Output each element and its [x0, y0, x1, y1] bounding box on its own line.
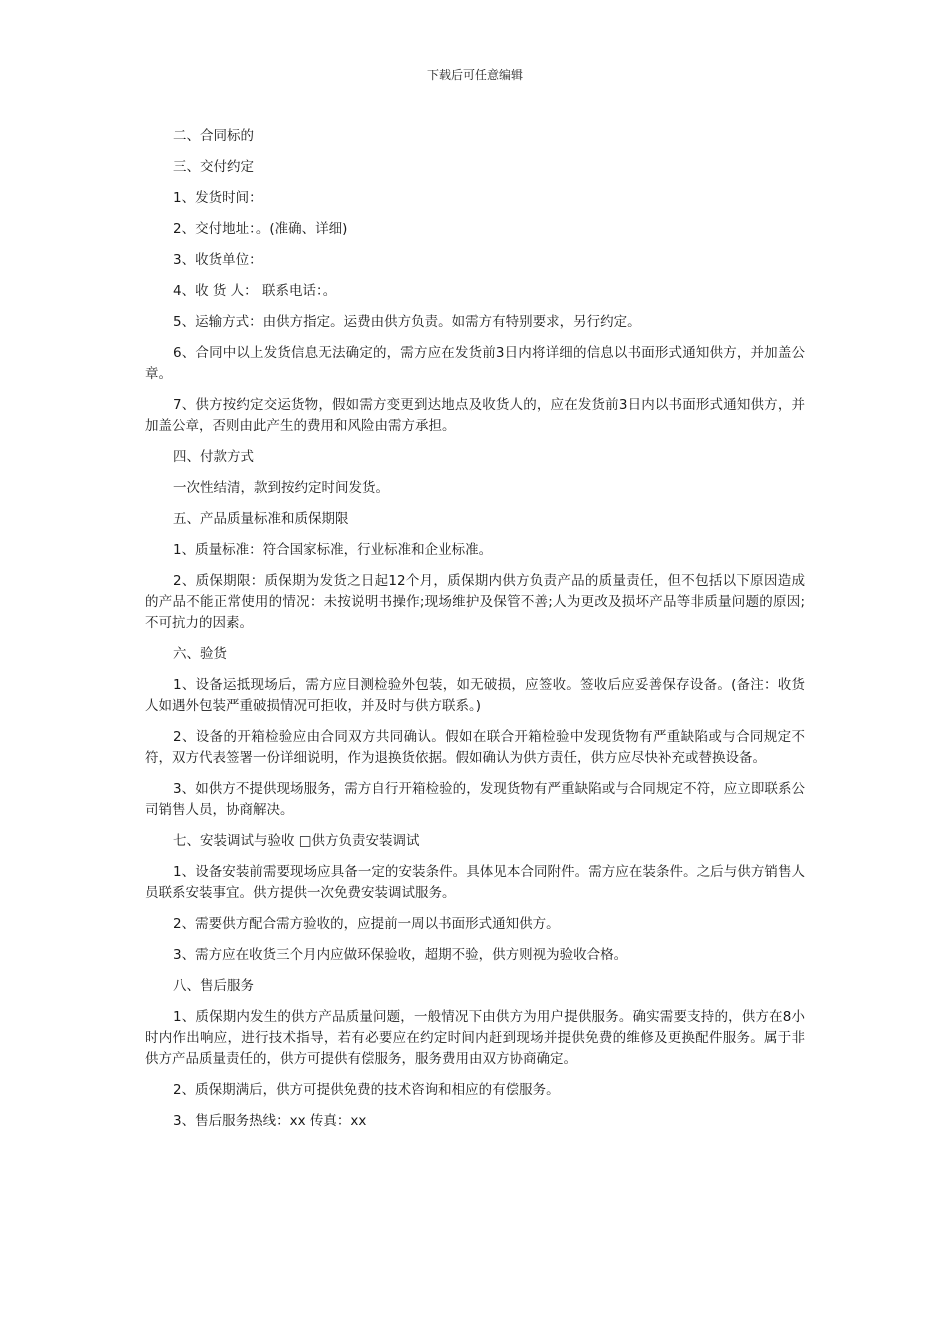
- warranty-period-clause: 2、质保期限：质保期为发货之日起12个月，质保期内供方负责产品的质量责任，但不包括以下原因造成的产品不能正常使用的情况：未按说明书操作;现场维护及保管不善;人为更改及损坏产品等非质量问题的原因;不可抗力的因素。: [145, 573, 805, 631]
- section-heading-subject: 二、合同标的: [173, 128, 254, 144]
- installation-clause-1: 1、设备安装前需要现场应具备一定的安装条件。具体见本合同附件。需方应在装条件。之后与供方销售人员联系安装事宜。供方提供一次免费安装调试服务。: [145, 864, 805, 901]
- delivery-time-line: 1、发货时间：: [173, 190, 263, 206]
- inspection-clause-3: 3、如供方不提供现场服务，需方自行开箱检验的，发现货物有严重缺陷或与合同规定不符，应立即联系公司销售人员，协商解决。: [145, 781, 805, 818]
- transport-method-line: 5、运输方式：由供方指定。运费由供方负责。如需方有特别要求，另行约定。: [173, 314, 641, 330]
- delivery-change-clause: 7、供方按约定交运货物，假如需方变更到达地点及收货人的，应在发货前3日内以书面形式通知供方，并加盖公章，否则由此产生的费用和风险由需方承担。: [145, 397, 805, 434]
- section-heading-inspection: 六、验货: [173, 646, 227, 662]
- after-sales-clause-2: 2、质保期满后，供方可提供免费的技术咨询和相应的有偿服务。: [173, 1082, 560, 1098]
- page-header: 下载后可任意编辑: [426, 68, 523, 82]
- section-heading-quality: 五、产品质量标准和质保期限: [173, 511, 349, 527]
- section-heading-after-sales: 八、售后服务: [173, 978, 254, 994]
- payment-terms-line: 一次性结清，款到按约定时间发货。: [173, 480, 389, 496]
- document-body: [145, 126, 805, 1142]
- after-sales-hotline: 3、售后服务热线：xx 传真：xx: [173, 1113, 367, 1129]
- receiving-unit-line: 3、收货单位：: [173, 252, 263, 268]
- receiver-contact-line: 4、收 货 人： 联系电话：。: [173, 283, 337, 299]
- installation-clause-2: 2、需要供方配合需方验收的，应提前一周以书面形式通知供方。: [173, 916, 560, 932]
- delivery-info-clause: 6、合同中以上发货信息无法确定的，需方应在发货前3日内将详细的信息以书面形式通知供方，并加盖公章。: [145, 345, 805, 382]
- after-sales-clause-1: 1、质保期内发生的供方产品质量问题，一般情况下由供方为用户提供服务。确实需要支持的，供方在8小时内作出响应，进行技术指导，若有必要应在约定时间内赶到现场并提供免费的维修及更换配件服务。属于非供方产品质量责任的，供方可提供有偿服务，服务费用由双方协商确定。: [145, 1009, 805, 1067]
- delivery-address-line: 2、交付地址：。(准确、详细): [173, 221, 348, 237]
- inspection-clause-2: 2、设备的开箱检验应由合同双方共同确认。假如在联合开箱检验中发现货物有严重缺陷或与合同规定不符，双方代表签署一份详细说明，作为退换货依据。假如确认为供方责任，供方应尽快补充或替换设备。: [145, 729, 805, 766]
- section-heading-installation: 七、安装调试与验收 □供方负责安装调试: [173, 833, 420, 849]
- installation-clause-3: 3、需方应在收货三个月内应做环保验收，超期不验，供方则视为验收合格。: [173, 947, 628, 963]
- section-heading-delivery: 三、交付约定: [173, 159, 254, 175]
- quality-standard-line: 1、质量标准：符合国家标准，行业标准和企业标准。: [173, 542, 493, 558]
- inspection-clause-1: 1、设备运抵现场后，需方应目测检验外包装，如无破损，应签收。签收后应妥善保存设备。(备注：收货人如遇外包装严重破损情况可拒收，并及时与供方联系。): [145, 677, 805, 714]
- section-heading-payment: 四、付款方式: [173, 449, 254, 465]
